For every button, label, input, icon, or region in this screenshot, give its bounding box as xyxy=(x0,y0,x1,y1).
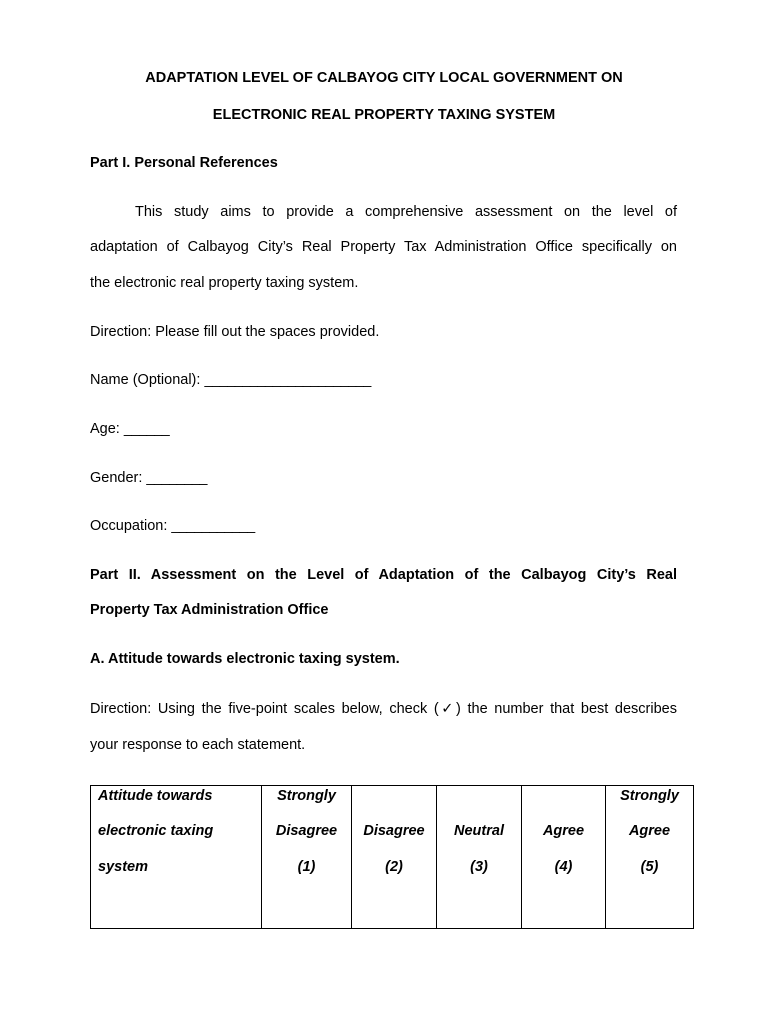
name-field-row xyxy=(90,370,677,390)
part2-heading-line-2: Property Tax Administration Office xyxy=(90,602,329,618)
header-disagree-number: (2) xyxy=(385,859,403,875)
occupation-field-label: Occupation: xyxy=(90,518,172,534)
header-cell-attitude xyxy=(91,786,262,929)
header-agree-number: (4) xyxy=(554,859,573,875)
occupation-field-row xyxy=(90,516,677,536)
name-field-label: Name (Optional): xyxy=(90,372,205,388)
header-disagree-label: Disagree xyxy=(363,823,425,839)
attitude-rating-table xyxy=(90,785,694,929)
header-attitude-line-2: electronic taxing xyxy=(98,823,214,839)
intro-paragraph-line-2: adaptation of Calbayog City’s Real Property Tax Administration Office specifically on xyxy=(90,239,677,255)
header-neutral-label: Neutral xyxy=(454,823,504,839)
intro-paragraph-line-1: This study aims to provide a comprehensive assessment on the level of xyxy=(135,204,677,220)
age-field-row xyxy=(90,419,677,439)
header-attitude-line-3: system xyxy=(98,859,148,875)
gender-field-blank[interactable]: ________ xyxy=(146,470,207,486)
table-header-row xyxy=(91,786,694,929)
header-cell-strongly-agree xyxy=(606,786,694,929)
name-field-blank[interactable]: ______________________ xyxy=(204,372,371,388)
occupation-field-blank[interactable]: ___________ xyxy=(171,518,255,534)
header-strongly-agree-line-1: Strongly xyxy=(620,788,679,804)
gender-field-row xyxy=(90,468,677,488)
intro-paragraph-line-3: the electronic real property taxing system. xyxy=(90,275,359,291)
part1-heading: Part I. Personal References xyxy=(90,155,278,171)
age-field-label: Age: xyxy=(90,421,124,437)
header-agree-label: Agree xyxy=(542,823,585,839)
document-title-line-2: ELECTRONIC REAL PROPERTY TAXING SYSTEM xyxy=(212,107,556,123)
header-cell-neutral xyxy=(437,786,522,929)
header-strongly-disagree-line-2: Disagree xyxy=(275,823,338,839)
header-cell-disagree xyxy=(352,786,437,929)
header-cell-strongly-disagree xyxy=(262,786,352,929)
header-strongly-disagree-number: (1) xyxy=(297,859,316,875)
header-strongly-agree-number: (5) xyxy=(640,859,659,875)
header-strongly-disagree-line-1: Strongly xyxy=(277,788,336,804)
direction-scale-line-1: Direction: Using the five-point scales below, check (✓) the number that best describes xyxy=(90,701,677,717)
part2-heading-line-1: Part II. Assessment on the Level of Adaptation of the Calbayog City’s Real xyxy=(90,567,677,583)
document-title-line-1: ADAPTATION LEVEL OF CALBAYOG CITY LOCAL GOVERNMENT ON xyxy=(145,70,623,86)
direction-scale-line-2: your response to each statement. xyxy=(90,737,306,753)
direction-fill-spaces: Direction: Please fill out the spaces provided. xyxy=(90,324,380,340)
section-a-heading: A. Attitude towards electronic taxing system. xyxy=(90,651,400,667)
header-attitude-line-1: Attitude towards xyxy=(98,788,213,804)
header-strongly-agree-line-2: Agree xyxy=(628,823,671,839)
age-field-blank[interactable]: ______ xyxy=(123,421,170,437)
gender-field-label: Gender: xyxy=(90,470,147,486)
header-cell-agree xyxy=(522,786,606,929)
header-neutral-number: (3) xyxy=(470,859,488,875)
